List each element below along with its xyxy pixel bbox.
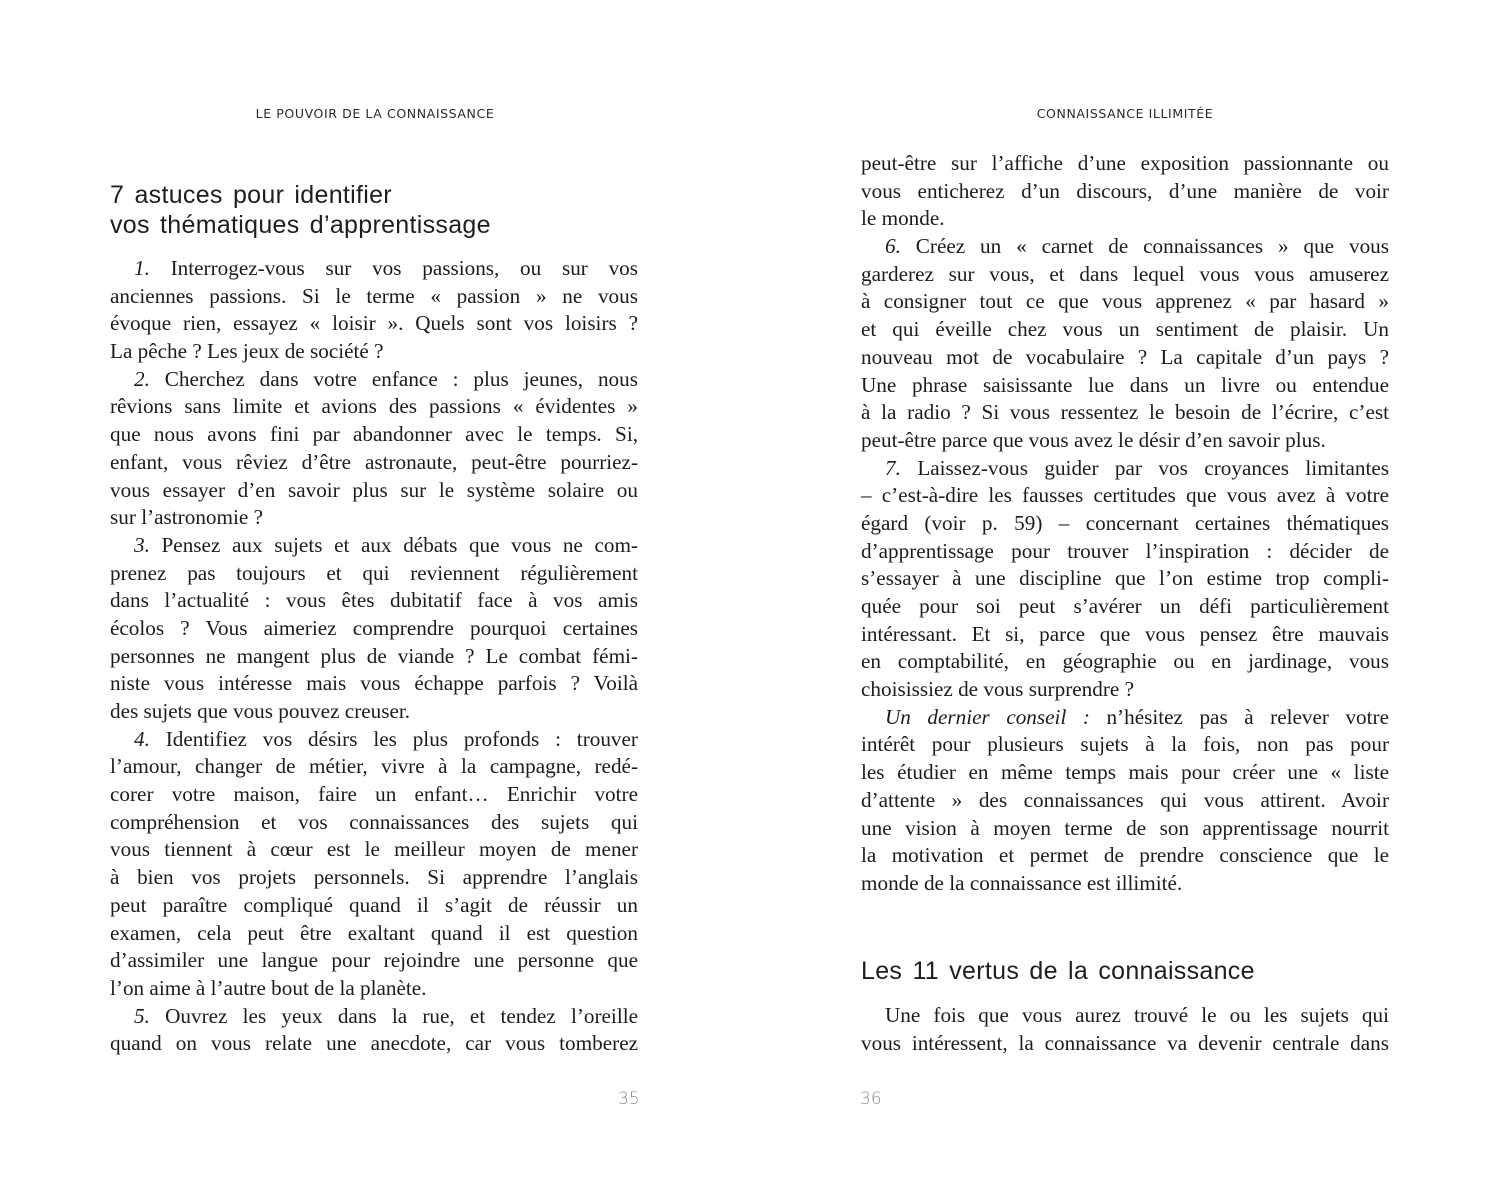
page-number-right: 36 (860, 1089, 882, 1109)
text-line (861, 842, 1389, 870)
line-text: peut paraître compliqué quand il s’agit de réussir un (110, 892, 638, 917)
text-line (110, 753, 638, 781)
line-text: – c’est-à-dire les fausses certitudes que vous avez à votre (861, 483, 1389, 508)
line-text: vous enticherez d’un discours, d’une manière de voir (861, 178, 1389, 203)
line-text: Laissez-vous guider par vos croyances limitantes (900, 455, 1389, 480)
line-text: vous intéressent, la connaissance va devenir centrale dans (861, 1030, 1389, 1055)
text-line (861, 1002, 1389, 1030)
text-line (110, 698, 638, 726)
line-text: anciennes passions. Si le terme « passion » ne vous (110, 283, 638, 308)
text-line (110, 975, 638, 1003)
text-line (861, 538, 1389, 566)
text-line (861, 482, 1389, 510)
item-number: 4. (134, 726, 150, 751)
line-text: l’on aime à l’autre bout de la planète. (110, 975, 427, 1000)
item-number: 2. (134, 366, 150, 391)
text-line (861, 455, 1389, 483)
text-line (110, 283, 638, 311)
text-line (861, 178, 1389, 206)
text-line (861, 261, 1389, 289)
text-line (861, 205, 1389, 233)
line-text: sur l’astronomie ? (110, 505, 263, 530)
text-line (861, 565, 1389, 593)
line-text: Une phrase saisissante lue dans un livre ou entendue (861, 372, 1389, 397)
text-line (861, 427, 1389, 455)
body-text-right-after-heading (861, 1002, 1389, 1057)
running-head-right: CONNAISSANCE ILLIMITÉE (1036, 106, 1214, 121)
item-number: Un dernier conseil : (885, 704, 1090, 729)
text-line (110, 477, 638, 505)
line-text: La pêche ? Les jeux de société ? (110, 339, 384, 364)
text-line (110, 255, 638, 283)
section-heading-vertus: Les 11 vertus de la connaissance (861, 957, 1255, 985)
line-text: examen, cela peut être exaltant quand il est question (110, 920, 638, 945)
line-text: à consigner tout ce que vous apprenez « par hasard » (861, 289, 1389, 314)
text-line (861, 372, 1389, 400)
text-line (861, 676, 1389, 704)
line-text: niste vous intéresse mais vous échappe parfois ? Voilà (110, 671, 638, 696)
running-head-left: LE POUVOIR DE LA CONNAISSANCE (255, 106, 495, 121)
text-line (861, 1030, 1389, 1058)
body-text-right (861, 150, 1389, 898)
text-line (861, 288, 1389, 316)
text-line (110, 836, 638, 864)
text-line (110, 670, 638, 698)
text-line (861, 344, 1389, 372)
line-text: choisissiez de vous surprendre ? (861, 677, 1135, 702)
line-text: compréhension et vos connaissances des sujets qui (110, 809, 638, 834)
text-line (861, 150, 1389, 178)
line-text: personnes ne mangent plus de viande ? Le combat fémi- (110, 643, 638, 668)
text-line (110, 920, 638, 948)
line-text: Une fois que vous aurez trouvé le ou les sujets qui (885, 1003, 1389, 1027)
line-text: Identifiez vos désirs les plus profonds : trouver (149, 726, 638, 751)
line-text: prenez pas toujours et qui reviennent régulièrement (110, 560, 638, 585)
line-text: et qui éveille chez vous un sentiment de plaisir. Un (861, 317, 1389, 342)
text-line (110, 892, 638, 920)
heading-line: vos thématiques d’apprentissage (110, 211, 491, 239)
item-number: 1. (134, 256, 150, 280)
text-line (110, 726, 638, 754)
text-line (861, 510, 1389, 538)
body-text-left (110, 255, 638, 1058)
heading-line: 7 astuces pour identifier (110, 181, 392, 209)
line-text: vous essayer d’en savoir plus sur le système solaire ou (110, 477, 638, 502)
item-number: 5. (134, 1003, 150, 1028)
text-line (861, 815, 1389, 843)
right-page (750, 0, 1500, 1194)
section-heading-astuces (110, 180, 491, 240)
text-line (861, 704, 1389, 732)
text-line (110, 809, 638, 837)
text-line (110, 587, 638, 615)
line-text: écolos ? Vous aimeriez comprendre pourquoi certaines (110, 615, 638, 640)
text-line (861, 621, 1389, 649)
line-text: intérêt pour plusieurs sujets à la fois, non pas pour (861, 732, 1389, 757)
text-line (110, 615, 638, 643)
text-line (861, 759, 1389, 787)
line-text: rêvions sans limite et avions des passions « évidentes » (110, 394, 638, 419)
text-line (110, 781, 638, 809)
item-number: 7. (885, 455, 901, 480)
line-text: enfant, vous rêviez d’être astronaute, peut-être pourriez- (110, 449, 638, 474)
line-text: s’essayer à une discipline que l’on estime trop compli- (861, 566, 1389, 591)
text-line (110, 560, 638, 588)
line-text: que nous avons fini par abandonner avec le temps. Si, (110, 422, 638, 447)
line-text: à bien vos projets personnels. Si apprendre l’anglais (110, 865, 638, 890)
line-text: évoque rien, essayez « loisir ». Quels sont vos loisirs ? (110, 311, 638, 336)
text-line (861, 870, 1389, 898)
line-text: des sujets que vous pouvez creuser. (110, 699, 411, 723)
text-line (861, 593, 1389, 621)
text-line (110, 366, 638, 394)
line-text: Pensez aux sujets et aux débats que vous ne com- (149, 532, 638, 557)
line-text: peut-être parce que vous avez le désir d’en savoir plus. (861, 427, 1326, 452)
text-line (110, 947, 638, 975)
line-text: égard (voir p. 59) – concernant certaines thématiques (861, 510, 1389, 535)
line-text: le monde. (861, 206, 945, 231)
text-line (110, 504, 638, 532)
line-text: nouveau mot de vocabulaire ? La capitale d’un pays ? (861, 344, 1389, 369)
text-line (110, 421, 638, 449)
line-text: Ouvrez les yeux dans la rue, et tendez l’oreille (149, 1003, 638, 1028)
text-line (861, 399, 1389, 427)
line-text: vous tiennent à cœur est le meilleur moyen de mener (110, 837, 638, 862)
text-line (110, 532, 638, 560)
line-text: monde de la connaissance est illimité. (861, 870, 1183, 895)
line-text: peut-être sur l’affiche d’une exposition passionnante ou (861, 151, 1389, 175)
line-text: intéressant. Et si, parce que vous pensez être mauvais (861, 621, 1389, 646)
text-line (110, 310, 638, 338)
line-text: la motivation et permet de prendre conscience que le (861, 843, 1389, 868)
line-text: corer votre maison, faire un enfant… Enrichir votre (110, 782, 638, 807)
item-number: 6. (885, 234, 901, 259)
line-text: n’hésitez pas à relever votre (1089, 704, 1389, 729)
line-text: Cherchez dans votre enfance : plus jeunes, nous (149, 366, 638, 391)
line-text: Créez un « carnet de connaissances » que vous (900, 234, 1389, 259)
page-number-left: 35 (618, 1089, 640, 1109)
text-line (110, 449, 638, 477)
text-line (110, 338, 638, 366)
line-text: en comptabilité, en géographie ou en jardinage, vous (861, 649, 1389, 674)
text-line (861, 233, 1389, 261)
text-line (861, 648, 1389, 676)
text-line (110, 864, 638, 892)
text-line (861, 787, 1389, 815)
line-text: d’attente » des connaissances qui vous attirent. Avoir (861, 787, 1389, 812)
text-line (861, 731, 1389, 759)
line-text: d’apprentissage pour trouver l’inspiration : décider de (861, 538, 1389, 563)
text-line (110, 393, 638, 421)
item-number: 3. (134, 532, 150, 557)
line-text: l’amour, changer de métier, vivre à la campagne, redé- (110, 754, 638, 779)
text-line (110, 1003, 638, 1031)
line-text: d’assimiler une langue pour rejoindre une personne que (110, 948, 638, 973)
line-text: quée pour soi peut s’avérer un défi particulièrement (861, 594, 1389, 618)
line-text: une vision à moyen terme de son apprentissage nourrit (861, 815, 1389, 840)
line-text: à la radio ? Si vous ressentez le besoin de l’écrire, c’est (861, 400, 1389, 425)
text-line (861, 316, 1389, 344)
line-text: les étudier en même temps mais pour créer une « liste (861, 760, 1389, 785)
text-line (110, 643, 638, 671)
line-text: Interrogez-vous sur vos passions, ou sur vos (149, 256, 638, 280)
text-line (110, 1030, 638, 1058)
line-text: garderez sur vous, et dans lequel vous vous amuserez (861, 261, 1389, 286)
line-text: dans l’actualité : vous êtes dubitatif face à vos amis (110, 588, 638, 613)
line-text: quand on vous relate une anecdote, car vous tomberez (110, 1031, 638, 1056)
